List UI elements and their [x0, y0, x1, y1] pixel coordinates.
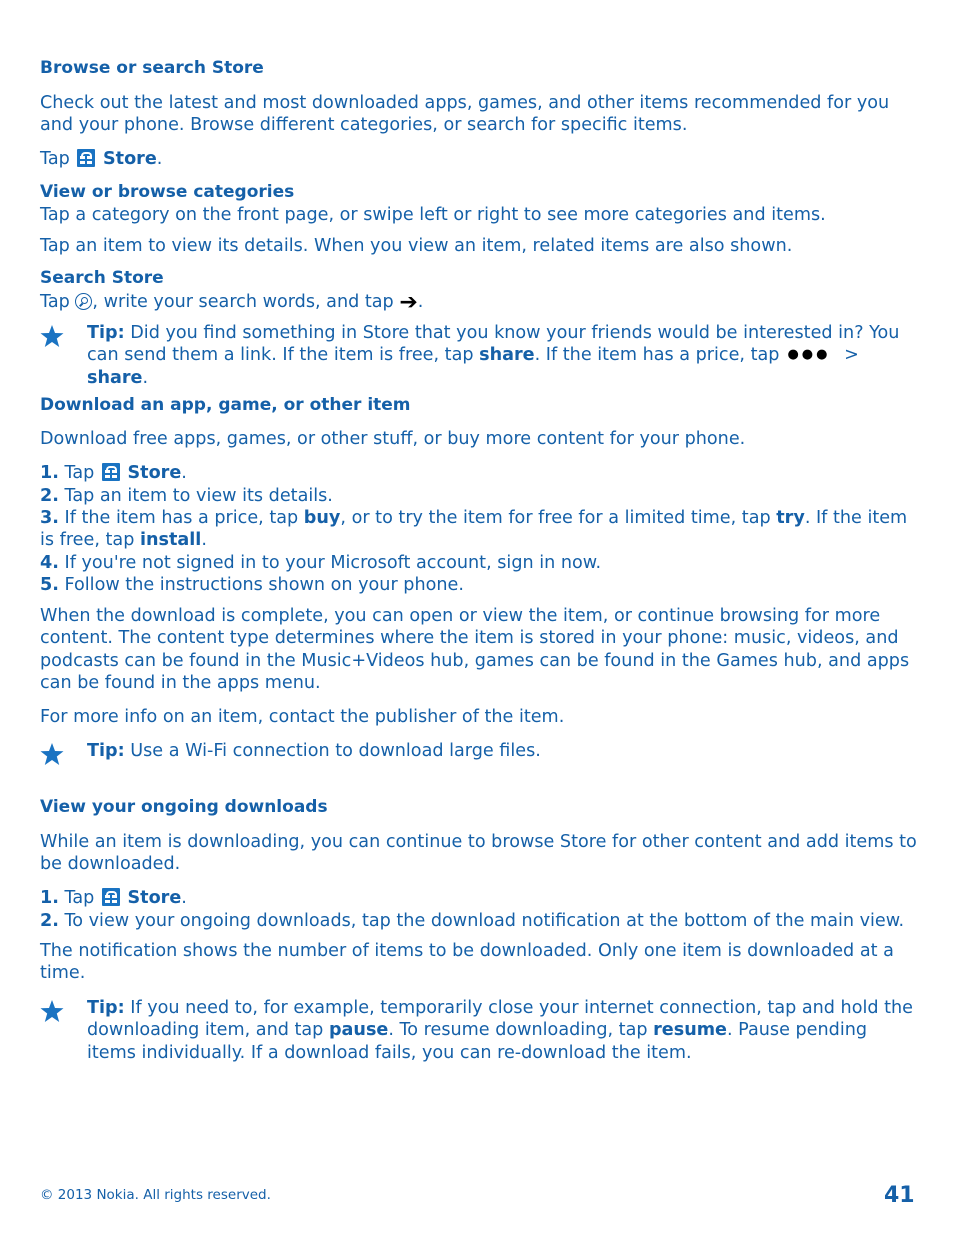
tip-pause-resume	[87, 997, 917, 1064]
step-number: 1.	[40, 463, 59, 483]
ongoing-notification: The notification shows the number of items to be downloaded. Only one item is downloaded at a time.	[40, 941, 894, 984]
step-number: 2.	[40, 911, 59, 931]
try-label: try	[776, 508, 805, 528]
arrow-right-icon: ➔	[399, 290, 418, 315]
tip-text: If you need to, for example, temporarily close your internet connection, tap and hold the downloading item, and tap	[87, 998, 913, 1041]
step-number: 1.	[40, 888, 59, 908]
buy-label: buy	[303, 508, 341, 528]
tip-label: Tip:	[87, 998, 125, 1018]
step-number: 2.	[40, 486, 59, 506]
tap-text: Tap	[40, 292, 70, 312]
period: .	[181, 888, 187, 908]
tip-wifi	[87, 740, 917, 762]
download-step-5	[40, 574, 918, 596]
tap-text: Tap	[40, 149, 70, 169]
step-text: Tap an item to view its details.	[58, 486, 333, 506]
step-text: Follow the instructions shown on your phone.	[58, 575, 464, 595]
categories-p2: Tap an item to view its details. When you view an item, related items are also shown.	[40, 236, 793, 256]
ongoing-step-2	[40, 910, 918, 932]
pause-label: pause	[328, 1020, 389, 1041]
tip-text: . To resume downloading, tap	[388, 1020, 654, 1041]
browse-tap-line	[40, 148, 918, 170]
copyright: © 2013 Nokia. All rights reserved.	[40, 1187, 271, 1203]
step-text: If you're not signed in to your Microsoft account, sign in now.	[58, 553, 602, 573]
download-step-3	[40, 507, 918, 552]
download-step-4	[40, 552, 918, 574]
tip-text: . Pause pending items individually. If a download fails, you can re-download the item.	[87, 1020, 868, 1063]
section-heading-ongoing: View your ongoing downloads	[40, 797, 328, 817]
page-number: 41	[884, 1183, 915, 1208]
step-text: . If the item is free, tap	[40, 508, 908, 551]
period: .	[181, 463, 187, 483]
step-text: Tap	[58, 888, 95, 908]
star-icon	[40, 324, 64, 348]
more-dots-icon: ●●●	[787, 347, 831, 363]
star-icon	[40, 742, 64, 766]
period: .	[417, 292, 424, 312]
section-heading-search: Search Store	[40, 268, 164, 288]
period: .	[156, 149, 163, 169]
download-step-1	[40, 462, 918, 484]
store-icon	[77, 149, 95, 167]
browse-intro: Check out the latest and most downloaded apps, games, and other items recommended for you and your phone. Browse different categories, or search for specific items.	[40, 93, 890, 136]
step-number: 4.	[40, 553, 59, 573]
period: .	[201, 530, 207, 551]
step-text: If the item has a price, tap	[58, 508, 304, 528]
share-label: share	[87, 367, 143, 388]
download-step-2	[40, 485, 918, 507]
search-mid-text: , write your search words, and tap	[92, 292, 394, 312]
store-icon	[102, 888, 120, 906]
download-complete: When the download is complete, you can open or view the item, or continue browsing for more content. The content type determines where the item is stored in your phone: music, videos, and podcasts can be found in the Music+Videos hub, games can be found in the Games hub, and apps can be found in the apps menu.	[40, 606, 910, 694]
section-heading-browse: Browse or search Store	[40, 58, 264, 78]
separator: >	[838, 345, 859, 366]
step-text: , or to try the item for free for a limited time, tap	[340, 508, 777, 528]
step-number: 5.	[40, 575, 59, 595]
resume-label: resume	[653, 1020, 727, 1041]
section-heading-download: Download an app, game, or other item	[40, 395, 411, 415]
download-intro: Download free apps, games, or other stuff, or buy more content for your phone.	[40, 429, 746, 449]
star-icon	[40, 999, 64, 1023]
categories-p1: Tap a category on the front page, or swipe left or right to see more categories and items.	[40, 205, 826, 225]
download-moreinfo: For more info on an item, contact the publisher of the item.	[40, 707, 565, 727]
share-label: share	[479, 345, 535, 366]
store-icon	[102, 463, 120, 481]
ongoing-step-1	[40, 887, 918, 909]
period: .	[142, 367, 149, 388]
ongoing-intro: While an item is downloading, you can continue to browse Store for other content and add items to be downloaded.	[40, 832, 917, 875]
tip-label: Tip:	[87, 741, 125, 761]
section-heading-categories: View or browse categories	[40, 182, 295, 202]
tip-label: Tip:	[87, 323, 125, 343]
store-label: Store	[102, 149, 157, 169]
step-text: To view your ongoing downloads, tap the download notification at the bottom of the main view.	[58, 911, 905, 931]
tip-text: Did you find something in Store that you know your friends would be interested in? You can send them a link. If the item is free, tap	[87, 323, 900, 366]
store-label: Store	[127, 888, 182, 908]
step-text: Tap	[58, 463, 95, 483]
store-label: Store	[127, 463, 182, 483]
tip-text: . If the item has a price, tap	[534, 345, 780, 366]
search-icon	[75, 293, 92, 310]
step-number: 3.	[40, 508, 59, 528]
install-label: install	[139, 530, 202, 551]
search-line	[40, 291, 918, 314]
tip-text: Use a Wi-Fi connection to download large files.	[124, 741, 541, 761]
tip-store-share	[87, 322, 917, 389]
